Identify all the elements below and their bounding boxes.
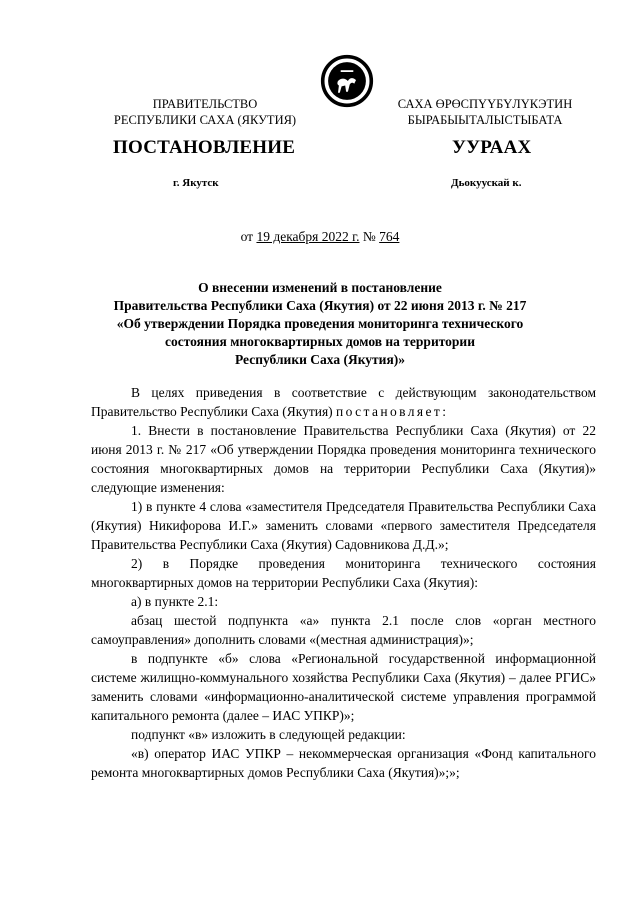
body-paragraph-b: в подпункте «б» слова «Региональной государственной информационной системе жилищно-коммунального хозяйства Республики Саха (Якутия) – далее РГИС» заменить словами «информационно-аналитической системе управления программой капитального ремонта (далее – ИАС УПКР)»; [91, 651, 596, 723]
left-org-line2: РЕСПУБЛИКИ САХА (ЯКУТИЯ) [113, 113, 297, 127]
city-right: Дьокуускай к. [451, 177, 522, 189]
title-line: О внесении изменений в постановление [198, 280, 442, 295]
document-type-left: ПОСТАНОВЛЕНИЕ [113, 137, 296, 158]
body-paragraph-v-text: «в) оператор ИАС УПКР – некоммерческая организация «Фонд капитального ремонта многоквартирных домов Республики Саха (Якутия)»;»; [91, 746, 596, 780]
title-line: «Об утверждении Порядка проведения мониторинга технического [116, 316, 524, 331]
left-org-line1: ПРАВИТЕЛЬСТВО [152, 97, 258, 111]
body-paragraph-1-2: 2) в Порядке проведения мониторинга технического состояния многоквартирных домов на территории Республики Саха (Якутия): [91, 556, 596, 590]
body-paragraph-1-1: 1) в пункте 4 слова «заместителя Председателя Правительства Республики Саха (Якутия) Никифорова И.Г.» заменить словами «первого заместителя Председателя Правительства Республики Саха (Якутия) Садовникова Д.Д.»; [91, 499, 596, 552]
title-line: состояния многоквартирных домов на территории [164, 334, 475, 349]
right-organization [370, 96, 600, 128]
number-prefix: № [359, 229, 380, 244]
left-organization [90, 96, 320, 128]
right-org-line1: САХА ӨРӨСПҮҮБҮЛҮКЭТИН [397, 97, 573, 111]
body-paragraph-abzac: абзац шестой подпункта «а» пункта 2.1 после слов «орган местного самоуправления» дополнить словами «(местная администрация)»; [91, 613, 596, 647]
document-body [91, 383, 596, 782]
document-type-right: УУРААХ [452, 137, 532, 158]
document-number: 764 [379, 229, 400, 244]
city-left: г. Якутск [173, 177, 219, 189]
title-line: Республики Саха (Якутия)» [234, 352, 405, 367]
intro-spaced-word: постановляет: [336, 404, 449, 419]
document-title [60, 279, 580, 369]
body-paragraph-1: 1. Внести в постановление Правительства Республики Саха (Якутия) от 22 июня 2013 г. № 217 «Об утверждении Порядка проведения мониторинга технического состояния многоквартирных домов на территории Республики Саха (Якутия)» следующие изменения: [91, 423, 596, 495]
title-line: Правительства Республики Саха (Якутия) от 22 июня 2013 г. № 217 [113, 298, 527, 313]
document-date: 19 декабря 2022 г. [256, 229, 360, 244]
document-date-number [0, 229, 640, 245]
coat-of-arms-icon [320, 54, 374, 108]
body-paragraph-intro [91, 383, 596, 421]
body-paragraph-a: а) в пункте 2.1: [131, 594, 219, 609]
date-prefix: от [240, 229, 257, 244]
intro-text: В целях приведения в соответствие с действующим законодательством Правительство Республики Саха (Якутия) [91, 385, 596, 419]
body-paragraph-v: подпункт «в» изложить в следующей редакции: [131, 727, 406, 742]
right-org-line2: БЫРАБЫЫТАЛЫСТЫБАТА [407, 113, 563, 127]
